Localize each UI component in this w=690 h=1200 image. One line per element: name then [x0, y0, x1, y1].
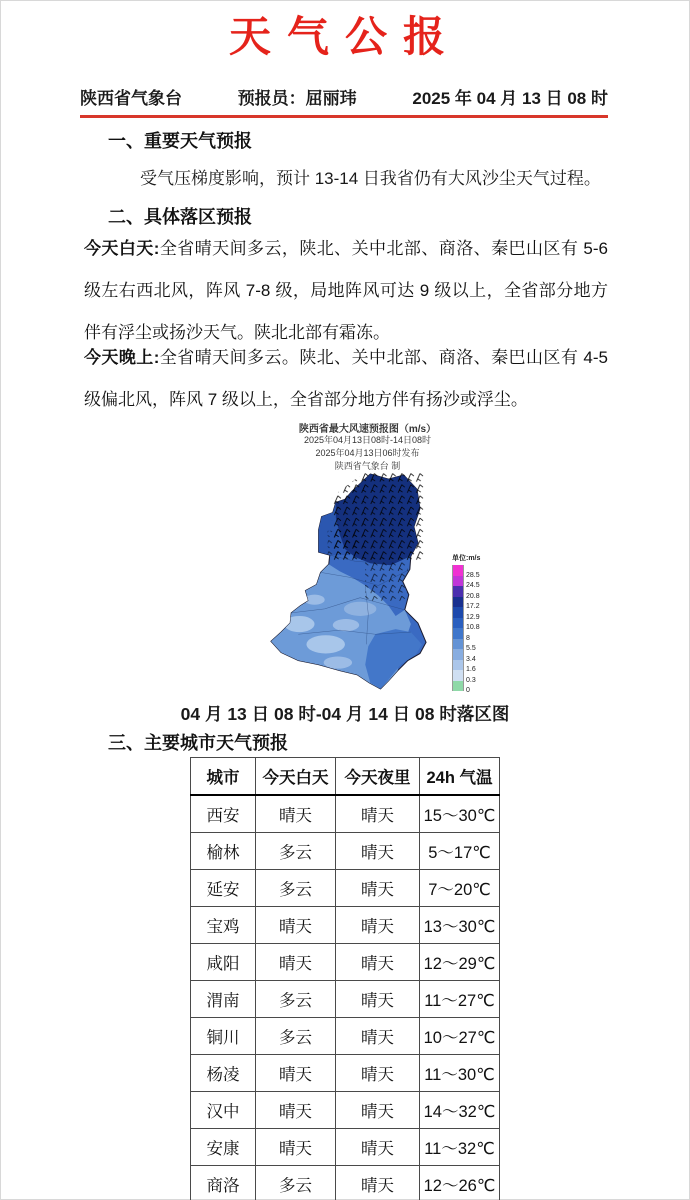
table-cell: 晴天	[256, 1129, 336, 1166]
legend-entry	[452, 681, 504, 692]
legend-value: 17.2	[466, 603, 480, 610]
table-cell: 11～27℃	[420, 981, 500, 1018]
section-1-heading: 一、重要天气预报	[108, 131, 252, 151]
map-producer: 陕西省气象台 制	[334, 461, 401, 471]
page-title: 天气公报	[228, 13, 461, 60]
night-forecast-paragraph	[84, 337, 608, 421]
legend-title: 单位:m/s	[452, 555, 481, 562]
legend-value: 1.6	[466, 666, 476, 673]
legend-value: 28.5	[466, 571, 480, 579]
night-text: 全省晴天间多云。陕北、关中北部、商洛、秦巴山区有 4-5 级偏北风，阵风 7 级以上，全省部分地方伴有扬沙或浮尘。	[84, 348, 608, 409]
table-cell: 多云	[256, 870, 336, 907]
table-cell: 多云	[256, 833, 336, 870]
legend-value: 24.5	[466, 582, 480, 589]
legend-value: 5.5	[466, 645, 476, 652]
legend-value: 0.3	[466, 676, 476, 684]
legend-value: 10.8	[466, 624, 480, 631]
daytime-forecast-paragraph	[84, 228, 608, 354]
table-row	[191, 833, 500, 870]
night-label: 今天晚上:	[84, 348, 160, 367]
column-header: 24h 气温	[420, 758, 500, 796]
table-cell: 晴天	[256, 1092, 336, 1129]
daytime-label: 今天白天:	[84, 239, 160, 258]
table-row	[191, 1018, 500, 1055]
table-cell: 晴天	[336, 870, 420, 907]
column-header: 今天白天	[256, 758, 336, 796]
table-cell: 晴天	[336, 833, 420, 870]
legend-entry	[452, 649, 504, 663]
legend-swatch	[452, 660, 464, 671]
table-row	[191, 795, 500, 833]
legend-value: 20.8	[466, 592, 480, 600]
legend-entry	[452, 670, 504, 684]
table-cell: 14～32℃	[420, 1092, 500, 1129]
table-row	[191, 1166, 500, 1200]
map-valid-period: 2025年04月13日08时-14日08时	[303, 435, 432, 445]
map-caption: 04 月 13 日 08 时-04 月 14 日 08 时落区图	[180, 704, 510, 724]
map-issue-time: 2025年04月13日06时发布	[315, 448, 420, 458]
legend-entry	[452, 660, 504, 671]
table-cell: 晴天	[256, 944, 336, 981]
table-cell: 晴天	[336, 1166, 420, 1200]
station-name: 陕西省气象台	[80, 89, 182, 108]
legend-swatch	[452, 576, 464, 587]
table-cell: 铜川	[191, 1018, 256, 1055]
legend-swatch	[452, 639, 464, 650]
table-cell: 晴天	[256, 795, 336, 833]
table-cell: 渭南	[191, 981, 256, 1018]
table-cell: 西安	[191, 795, 256, 833]
legend-value: 0	[466, 687, 470, 694]
table-cell: 咸阳	[191, 944, 256, 981]
forecaster-name: 预报员：屈丽玮	[237, 89, 357, 108]
table-cell: 5～17℃	[420, 833, 500, 870]
column-header: 今天夜里	[336, 758, 420, 796]
legend-value: 12.9	[466, 613, 480, 621]
legend-swatch	[452, 565, 464, 576]
table-cell: 宝鸡	[191, 907, 256, 944]
issue-datetime: 2025 年 04 月 13 日 08 时	[412, 89, 608, 108]
table-header-row	[191, 758, 500, 796]
table-cell: 晴天	[336, 981, 420, 1018]
table-row	[191, 981, 500, 1018]
shaanxi-province-wind-map	[268, 472, 428, 694]
wind-speed-map-figure	[245, 420, 505, 700]
table-row	[191, 1055, 500, 1092]
table-cell: 晴天	[336, 795, 420, 833]
table-cell: 延安	[191, 870, 256, 907]
legend-swatch	[452, 628, 464, 639]
legend-entry	[452, 639, 504, 650]
legend-swatch	[452, 649, 464, 660]
table-cell: 晴天	[256, 907, 336, 944]
legend-swatch	[452, 670, 464, 681]
legend-entry	[452, 565, 504, 579]
section-3-heading: 三、主要城市天气预报	[108, 733, 288, 753]
table-cell: 多云	[256, 1166, 336, 1200]
table-cell: 12～26℃	[420, 1166, 500, 1200]
table-row	[191, 1129, 500, 1166]
legend-swatch	[452, 681, 464, 692]
map-title: 陕西省最大风速预报图（m/s）	[298, 424, 437, 435]
table-cell: 10～27℃	[420, 1018, 500, 1055]
table-cell: 多云	[256, 981, 336, 1018]
table-row	[191, 870, 500, 907]
table-cell: 晴天	[336, 1092, 420, 1129]
legend-swatch	[452, 618, 464, 629]
legend-value: 3.4	[466, 655, 476, 663]
table-cell: 晴天	[336, 944, 420, 981]
table-cell: 多云	[256, 1018, 336, 1055]
city-weather-table	[190, 757, 500, 1200]
table-cell: 晴天	[256, 1055, 336, 1092]
legend-value: 8	[466, 634, 470, 642]
table-cell: 11～32℃	[420, 1129, 500, 1166]
section-2-heading: 二、具体落区预报	[108, 207, 252, 227]
legend-swatch	[452, 607, 464, 618]
wind-speed-legend	[452, 553, 504, 694]
legend-swatch	[452, 597, 464, 608]
table-cell: 晴天	[336, 1018, 420, 1055]
table-cell: 15～30℃	[420, 795, 500, 833]
table-row	[191, 1092, 500, 1129]
table-cell: 汉中	[191, 1092, 256, 1129]
table-cell: 商洛	[191, 1166, 256, 1200]
bulletin-header	[80, 84, 608, 118]
table-cell: 榆林	[191, 833, 256, 870]
table-cell: 7～20℃	[420, 870, 500, 907]
table-row	[191, 944, 500, 981]
table-cell: 杨凌	[191, 1055, 256, 1092]
table-cell: 晴天	[336, 907, 420, 944]
table-cell: 晴天	[336, 1055, 420, 1092]
table-cell: 安康	[191, 1129, 256, 1166]
table-cell: 晴天	[336, 1129, 420, 1166]
legend-scale	[452, 565, 504, 694]
table-cell: 11～30℃	[420, 1055, 500, 1092]
section-1-body: 受气压梯度影响，预计 13-14 日我省仍有大风沙尘天气过程。	[140, 169, 601, 188]
legend-swatch	[452, 586, 464, 597]
table-row	[191, 907, 500, 944]
daytime-text: 全省晴天间多云，陕北、关中北部、商洛、秦巴山区有 5-6 级左右西北风，阵风 7-8 级，局地阵风可达 9 级以上，全省部分地方伴有浮尘或扬沙天气。陕北北部有霜冻。	[84, 239, 608, 342]
column-header: 城市	[191, 758, 256, 796]
table-cell: 13～30℃	[420, 907, 500, 944]
table-cell: 12～29℃	[420, 944, 500, 981]
